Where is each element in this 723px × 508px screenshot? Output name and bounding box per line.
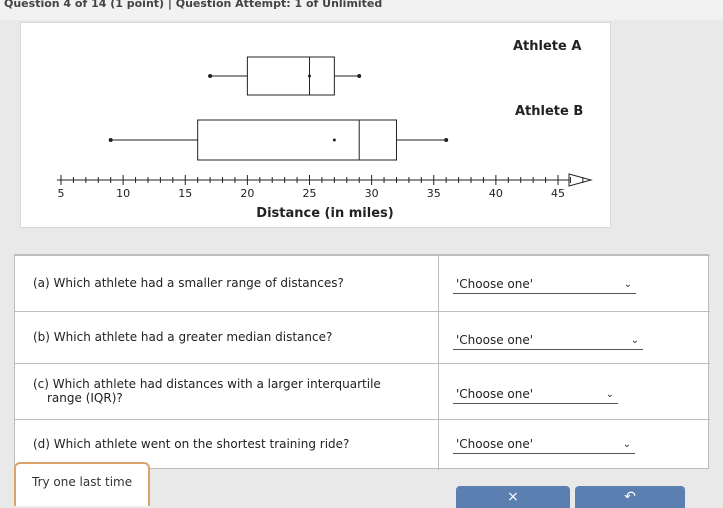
question-c-line1: (c) Which athlete had distances with a larger interquartile — [33, 377, 381, 391]
athlete-a-min-point — [208, 74, 212, 78]
x-tick-label: 15 — [178, 187, 193, 200]
x-tick-label: 30 — [364, 187, 379, 200]
select-question-b[interactable] — [453, 332, 643, 350]
athlete-a-label: Athlete A — [513, 39, 582, 54]
athlete-a-max-point — [357, 74, 361, 78]
clear-button[interactable] — [456, 486, 570, 508]
select-question-c[interactable] — [453, 386, 618, 404]
x-tick-label: 25 — [302, 187, 317, 200]
question-table — [14, 254, 709, 469]
x-tick-label: 20 — [240, 187, 255, 200]
athlete-b-mean-point — [333, 139, 336, 142]
x-tick-label: 35 — [426, 187, 441, 200]
select-question-a[interactable] — [453, 276, 636, 294]
x-tick-label: 40 — [488, 187, 503, 200]
question-header — [0, 0, 723, 20]
try-again-label: Try one last time — [32, 475, 133, 489]
select-d-value: 'Choose one' — [456, 437, 534, 451]
question-b-text: (b) Which athlete had a greater median distance? — [33, 330, 333, 344]
question-d-text: (d) Which athlete went on the shortest training ride? — [33, 437, 350, 451]
athlete-a-box — [247, 57, 334, 95]
athlete-b-min-point — [109, 138, 113, 142]
x-tick-label: 45 — [551, 187, 565, 200]
select-a-value: 'Choose one' — [456, 277, 534, 291]
question-row-b — [15, 311, 710, 363]
boxplot-card — [20, 22, 611, 228]
x-tick-label: 5 — [57, 187, 65, 200]
question-a-text: (a) Which athlete had a smaller range of distances? — [33, 276, 344, 290]
athlete-b-box — [198, 120, 397, 160]
boxplot-chart — [21, 23, 612, 229]
question-progress: Question 4 of 14 (1 point) | Question Attempt: 1 of Unlimited — [4, 0, 383, 10]
chevron-down-icon: ⌄ — [605, 389, 614, 400]
x-axis-arrow — [569, 174, 591, 186]
close-icon: × — [507, 489, 519, 505]
undo-button[interactable] — [575, 486, 685, 508]
try-again-tab[interactable] — [14, 462, 150, 506]
athlete-b-max-point — [444, 138, 448, 142]
x-tick-label: 10 — [116, 187, 131, 200]
undo-icon: ↶ — [624, 489, 636, 505]
select-b-value: 'Choose one' — [456, 333, 534, 347]
select-question-d[interactable] — [453, 436, 635, 454]
chevron-down-icon: ⌄ — [622, 439, 631, 450]
x-axis-label: Distance (in miles) — [256, 206, 394, 221]
select-c-value: 'Choose one' — [456, 387, 534, 401]
chevron-down-icon: ⌄ — [630, 335, 639, 346]
chevron-down-icon: ⌄ — [623, 279, 632, 290]
athlete-a-mean-point — [308, 75, 311, 78]
question-c-text — [33, 377, 381, 405]
question-row-a — [15, 255, 710, 311]
athlete-b-label: Athlete B — [515, 104, 584, 119]
question-row-c — [15, 363, 710, 419]
question-c-line2: range (IQR)? — [47, 391, 123, 405]
